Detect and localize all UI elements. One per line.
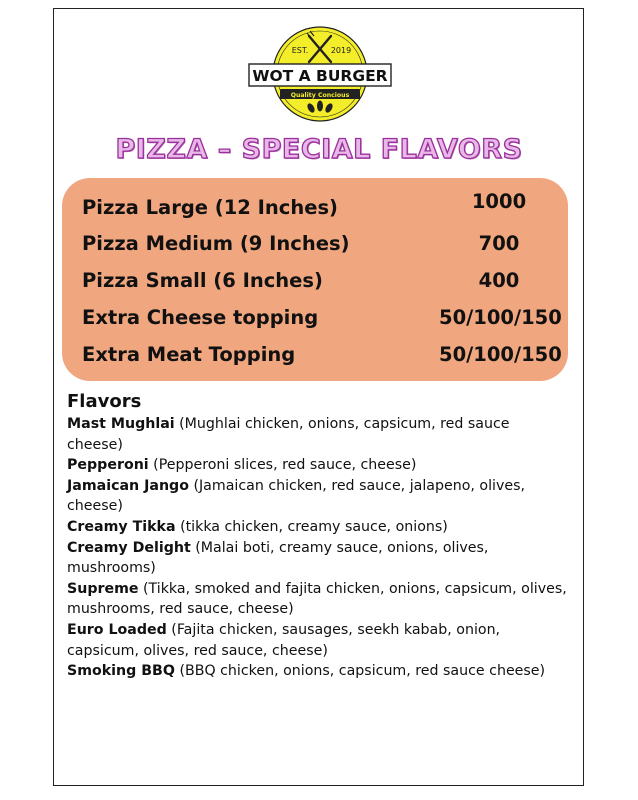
price-item-name: Pizza Small (6 Inches)	[82, 269, 323, 292]
logo-tagline: Quality Concious	[290, 92, 350, 99]
flavors-list	[67, 414, 567, 682]
list-item	[67, 661, 567, 682]
flavor-name: Pepperoni	[67, 457, 149, 474]
flavor-name: Creamy Tikka	[67, 518, 176, 535]
flavor-name: Supreme	[67, 580, 139, 597]
logo-year: 2019	[330, 46, 352, 55]
logo-brand: WOT A BURGER	[252, 67, 388, 85]
wot-a-burger-logo	[245, 22, 395, 126]
flavor-name: Smoking BBQ	[67, 663, 175, 680]
list-item	[67, 455, 567, 476]
flavor-name: Creamy Delight	[67, 539, 191, 556]
logo-est: EST.	[291, 46, 309, 55]
flavor-desc: (Jamaican chicken, red sauce, jalapeno, olives, cheese)	[67, 477, 525, 515]
price-item-value: 50/100/150	[439, 343, 562, 366]
list-item	[67, 414, 567, 455]
flavor-desc: (Fajita chicken, sausages, seekh kabab, onion, capsicum, olives, red sauce, cheese)	[67, 621, 501, 659]
list-item	[67, 620, 567, 661]
flavor-desc: (Pepperoni slices, red sauce, cheese)	[148, 457, 417, 474]
list-item	[67, 476, 567, 517]
price-item-value: 50/100/150	[439, 306, 562, 329]
flavor-desc: (Mughlai chicken, onions, capsicum, red sauce cheese)	[67, 416, 510, 453]
flavor-name: Mast Mughlai	[67, 416, 175, 432]
flavor-name: Jamaican Jango	[67, 477, 189, 494]
flavor-desc: (Malai boti, creamy sauce, onions, olives, mushrooms)	[67, 539, 489, 577]
price-item-name: Pizza Medium (9 Inches)	[82, 232, 350, 255]
flavor-desc: (tikka chicken, creamy sauce, onions)	[175, 518, 448, 535]
flavor-desc: (Tikka, smoked and fajita chicken, onions, capsicum, olives, mushrooms, red sauce, cheese)	[67, 580, 567, 618]
list-item	[67, 579, 567, 620]
list-item	[67, 517, 567, 538]
list-item	[67, 538, 567, 579]
price-item-value: 400	[478, 269, 520, 292]
price-item-value: 1000	[471, 190, 527, 213]
price-item-name: Extra Cheese topping	[82, 306, 319, 329]
page-title: PIZZA – SPECIAL FLAVORS	[115, 134, 523, 165]
flavors-heading: Flavors	[67, 391, 142, 412]
flavor-name: Euro Loaded	[67, 621, 167, 638]
price-item-value: 700	[478, 232, 520, 255]
price-item-name: Extra Meat Topping	[82, 343, 296, 366]
price-item-name: Pizza Large (12 Inches)	[82, 196, 338, 219]
flavor-desc: (BBQ chicken, onions, capsicum, red sauce cheese)	[174, 663, 546, 680]
